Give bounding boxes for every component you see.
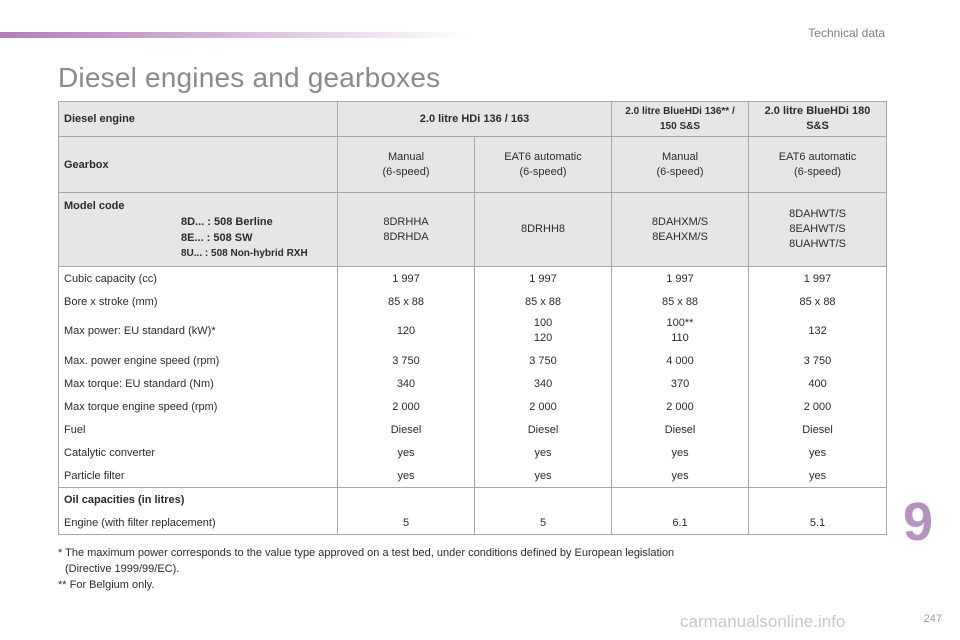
table-cell: 340 [338, 372, 475, 395]
row-label: Max. power engine speed (rpm) [59, 349, 338, 372]
table-cell: 340 [475, 372, 612, 395]
table-row [59, 267, 887, 291]
model-code-cell: 8DRHHA 8DRHDA [338, 193, 475, 267]
table-cell: 5.1 [749, 511, 887, 535]
model-code-cell: 8DAHWT/S 8EAHWT/S 8UAHWT/S [749, 193, 887, 267]
row-label: Max torque engine speed (rpm) [59, 395, 338, 418]
gearbox-row [59, 137, 887, 193]
oil-engine-label: Engine (with filter replacement) [59, 511, 338, 535]
watermark: carmanualsonline.info [680, 612, 846, 631]
cell-line: 110 [671, 332, 689, 344]
row-label: Max torque: EU standard (Nm) [59, 372, 338, 395]
table-row [59, 464, 887, 488]
cell-line: 100 [533, 317, 553, 329]
footnote-belgium: ** For Belgium only. [58, 579, 155, 591]
table-cell: yes [338, 464, 475, 488]
table-cell: 5 [475, 511, 612, 535]
table-cell: 120 [338, 313, 475, 349]
engine-hdi: 2.0 litre HDi 136 / 163 [338, 102, 612, 137]
cell-line: 100** [666, 317, 694, 329]
table-cell: 85 x 88 [612, 290, 749, 313]
model-code-label: Model code 8D... : 508 Berline 8E... : 508 SW 8U... : 508 Non-hybrid RXH [59, 193, 338, 267]
row-label: Fuel [59, 418, 338, 441]
table-cell: 4 000 [612, 349, 749, 372]
table-cell: 2 000 [749, 395, 887, 418]
table-row [59, 290, 887, 313]
table-cell: 132 [749, 313, 887, 349]
table-cell: yes [749, 464, 887, 488]
engine-label: Diesel engine [59, 102, 338, 137]
footnotes [58, 545, 674, 593]
page-title: Diesel engines and gearboxes [58, 62, 441, 93]
table-cell: 5 [338, 511, 475, 535]
oil-title-row [59, 488, 887, 512]
footnote-power: * The maximum power corresponds to the value type approved on a test bed, under conditions defined by European legislation [58, 547, 675, 559]
table-cell: 85 x 88 [475, 290, 612, 313]
table-cell: 3 750 [338, 349, 475, 372]
table-cell: 370 [612, 372, 749, 395]
table-cell: 1 997 [612, 267, 749, 291]
table-cell: 2 000 [338, 395, 475, 418]
section-name: Technical data [808, 26, 885, 40]
row-label: Catalytic converter [59, 441, 338, 464]
row-label: Cubic capacity (cc) [59, 267, 338, 291]
table-cell [475, 313, 612, 349]
table-cell: 85 x 88 [749, 290, 887, 313]
table-cell: yes [475, 464, 612, 488]
page-number: 247 [923, 613, 942, 625]
table-row [59, 372, 887, 395]
specs-table [58, 101, 887, 535]
gearbox-cell: EAT6 automatic (6-speed) [749, 137, 887, 193]
table-cell: Diesel [612, 418, 749, 441]
table-row [59, 441, 887, 464]
table-cell: yes [475, 441, 612, 464]
engine-row [59, 102, 887, 137]
oil-title: Oil capacities (in litres) [59, 488, 338, 512]
model-code-cell: 8DAHXM/S 8EAHXM/S [612, 193, 749, 267]
table-cell: 1 997 [749, 267, 887, 291]
row-label: Bore x stroke (mm) [59, 290, 338, 313]
gearbox-cell: Manual (6-speed) [612, 137, 749, 193]
table-cell [612, 313, 749, 349]
spec-rows [59, 267, 887, 488]
model-code-cell: 8DRHH8 [475, 193, 612, 267]
model-code-row [59, 193, 887, 267]
table-cell: 85 x 88 [338, 290, 475, 313]
table-cell: 3 750 [475, 349, 612, 372]
table-cell: yes [612, 464, 749, 488]
table-cell: 2 000 [475, 395, 612, 418]
gearbox-cell: Manual (6-speed) [338, 137, 475, 193]
chapter-number: 9 [903, 492, 934, 552]
gearbox-cell: EAT6 automatic (6-speed) [475, 137, 612, 193]
table-cell: 6.1 [612, 511, 749, 535]
table-cell: 2 000 [612, 395, 749, 418]
oil-engine-row [59, 511, 887, 535]
table-row [59, 418, 887, 441]
gearbox-label: Gearbox [59, 137, 338, 193]
table-row [59, 313, 887, 349]
row-label: Particle filter [59, 464, 338, 488]
table-cell: 400 [749, 372, 887, 395]
table-cell: Diesel [338, 418, 475, 441]
footnote-power-directive: (Directive 1999/99/EC). [65, 563, 180, 575]
table-cell: yes [338, 441, 475, 464]
engine-bluehdi-180: 2.0 litre BlueHDi 180 S&S [749, 102, 887, 137]
table-cell: Diesel [749, 418, 887, 441]
cell-line: 120 [533, 332, 553, 344]
table-cell: Diesel [475, 418, 612, 441]
table-row [59, 349, 887, 372]
section-color-bar [0, 32, 470, 38]
engine-bluehdi-136: 2.0 litre BlueHDi 136** / 150 S&S [612, 102, 749, 137]
table-cell: 3 750 [749, 349, 887, 372]
table-cell: 1 997 [338, 267, 475, 291]
table-cell: 1 997 [475, 267, 612, 291]
table-row [59, 395, 887, 418]
table-cell: yes [749, 441, 887, 464]
table-cell: yes [612, 441, 749, 464]
row-label: Max power: EU standard (kW)* [59, 313, 338, 349]
